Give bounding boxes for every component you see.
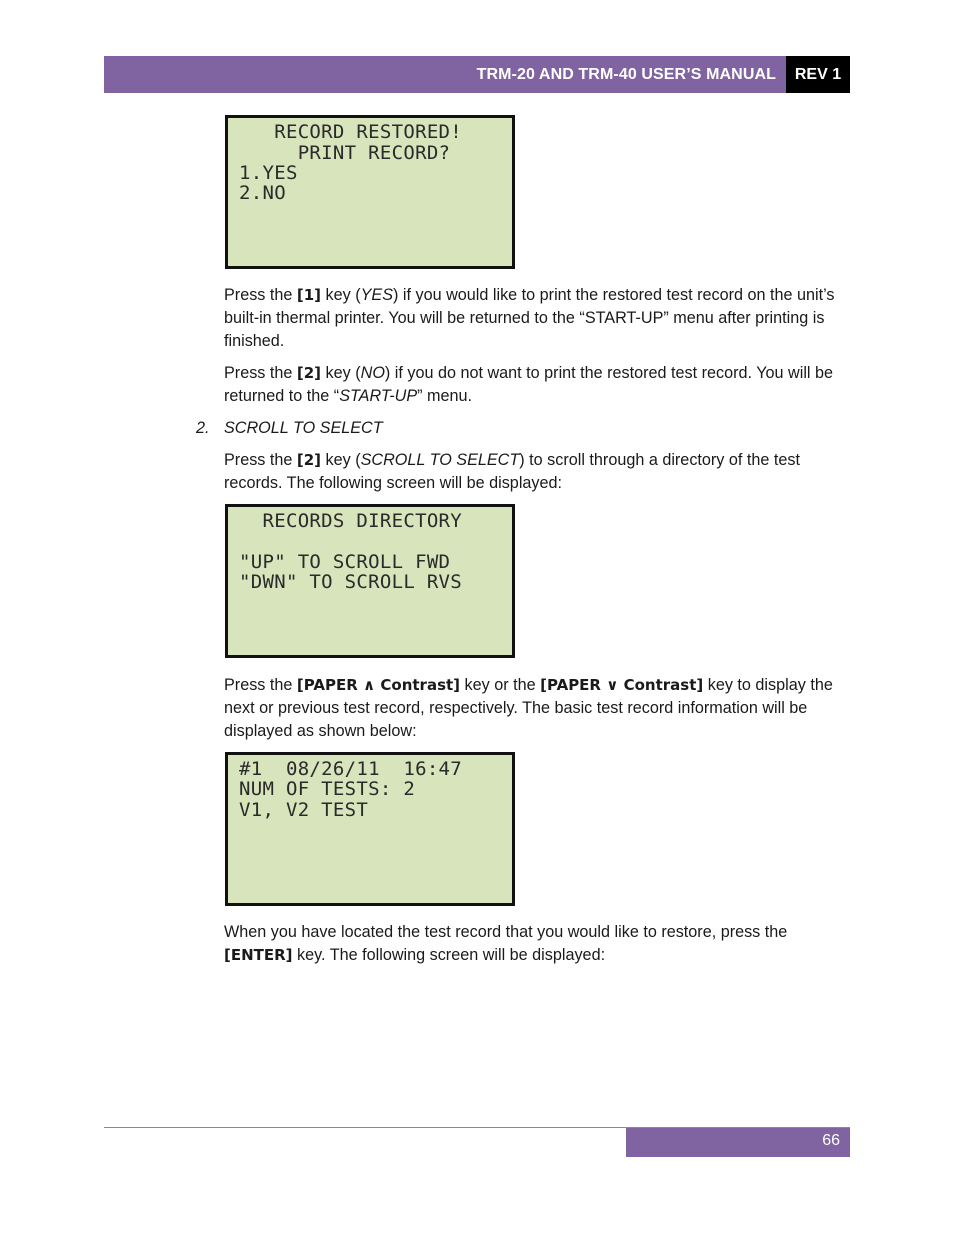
lcd-line: "DWN" TO SCROLL RVS (239, 571, 463, 593)
lcd-line: V1, V2 TEST (239, 799, 369, 821)
page-number: 66 (626, 1128, 850, 1157)
lcd-line: 2.NO (239, 182, 286, 204)
lcd-screen-test-record (225, 752, 515, 906)
lcd-screen-records-directory (225, 504, 515, 658)
lcd-line: RECORDS DIRECTORY (239, 510, 463, 532)
lcd-line: #1 08/26/11 16:47 (239, 758, 463, 780)
key-enter: [ENTER] (224, 946, 293, 964)
paragraph-print-yes: Press the [1] key (YES) if you would like to print the restored test record on the unit’s built-in thermal printer. You will be returned to the “START-UP” menu after printing is finished. (224, 286, 835, 350)
lcd-line: "UP" TO SCROLL FWD (239, 551, 451, 573)
lcd-screen-record-restored (225, 115, 515, 269)
header-band (104, 56, 786, 93)
paragraph-enter: When you have located the test record that you would like to restore, press the [ENTER] key. The following screen will be displayed: (224, 923, 788, 964)
key-1: [1] (296, 286, 322, 304)
list-item-heading: SCROLL TO SELECT (224, 419, 383, 437)
list-item-number: 2. (196, 419, 210, 437)
paragraph-print-no: Press the [2] key (NO) if you do not want to print the restored test record. You will be returned to the “START-UP” menu. (224, 364, 834, 405)
paragraph-paper-contrast: Press the [PAPER ∧ Contrast] key or the [PAPER ∨ Contrast] key to display the next or previous test record, respectively. The basic test record information will be displayed as shown below: (224, 676, 833, 740)
manual-title: TRM-20 AND TRM-40 USER’S MANUAL (476, 66, 776, 83)
revision-badge: REV 1 (786, 56, 850, 93)
lcd-line: NUM OF TESTS: 2 (239, 778, 416, 800)
key-2: [2] (296, 451, 322, 469)
key-paper-up: [PAPER ∧ Contrast] (296, 676, 461, 694)
paragraph-scroll-to-select: Press the [2] key (SCROLL TO SELECT) to scroll through a directory of the test records. The following screen will be displayed: (224, 451, 800, 492)
lcd-line: RECORD RESTORED! (239, 121, 463, 143)
key-2: [2] (296, 364, 322, 382)
key-paper-down: [PAPER ∨ Contrast] (540, 676, 704, 694)
lcd-line: PRINT RECORD? (239, 142, 451, 164)
lcd-line: 1.YES (239, 162, 298, 184)
